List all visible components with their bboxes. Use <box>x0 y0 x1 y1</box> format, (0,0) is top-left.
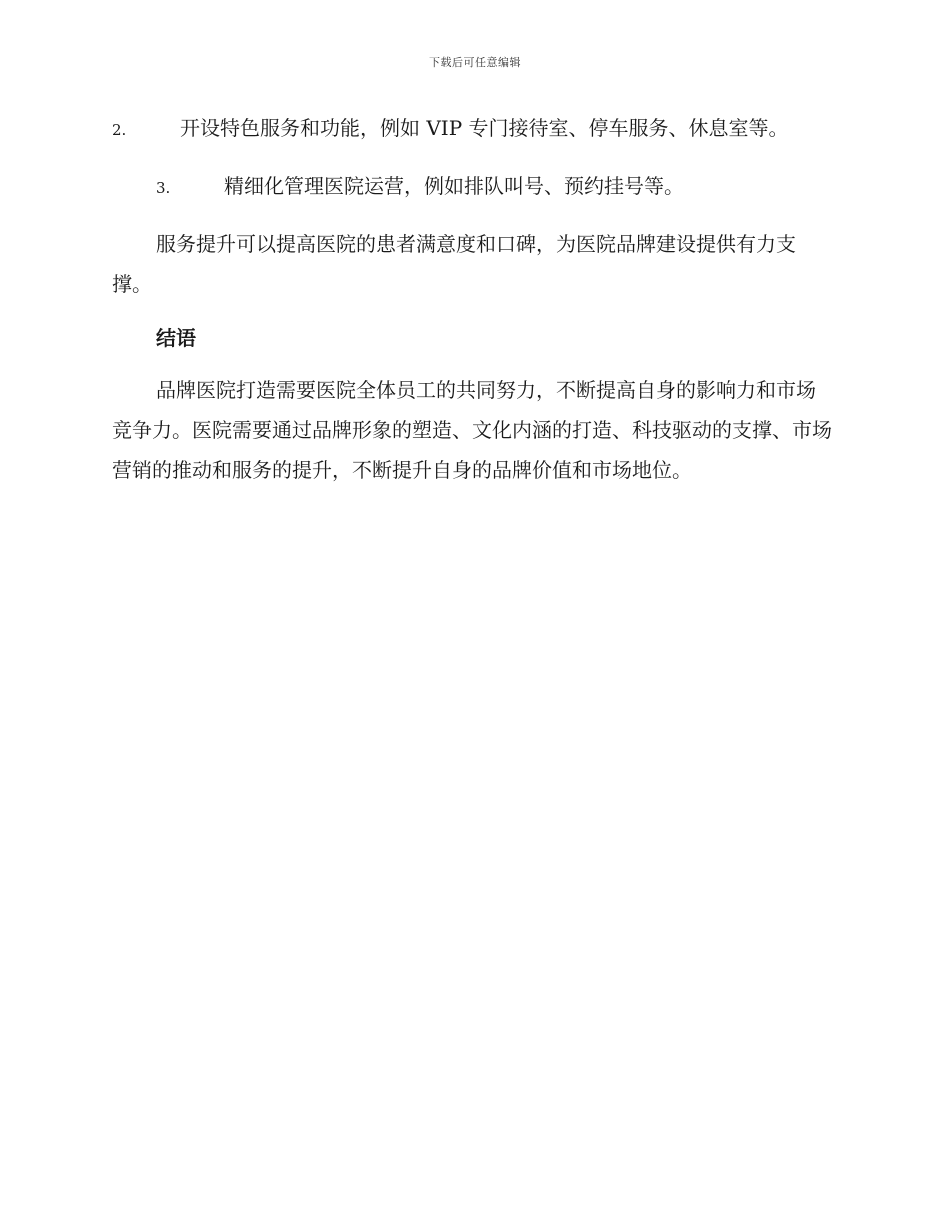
conclusion-heading: 结语 <box>156 326 196 350</box>
conclusion-paragraph: 品牌医院打造需要医院全体员工的共同努力，不断提高自身的影响力和市场竞争力。医院需要通过品牌形象的塑造、文化内涵的打造、科技驱动的支撑、市场营销的推动和服务的提升，不断提升自身的品牌价值和市场地位。 <box>112 378 832 482</box>
list-item-2 <box>112 108 832 150</box>
list-text: 精细化管理医院运营，例如排队叫号、预约挂号等。 <box>224 174 684 198</box>
list-text: 开设特色服务和功能，例如 VIP 专门接待室、停车服务、休息室等。 <box>180 116 789 140</box>
list-number: 2. <box>112 121 127 139</box>
document-body <box>112 108 832 504</box>
page-header: 下载后可任意编辑 <box>429 56 521 69</box>
service-paragraph: 服务提升可以提高医院的患者满意度和口碑，为医院品牌建设提供有力支撑。 <box>112 232 796 296</box>
list-item-3 <box>112 166 832 208</box>
list-number: 3. <box>156 179 171 197</box>
